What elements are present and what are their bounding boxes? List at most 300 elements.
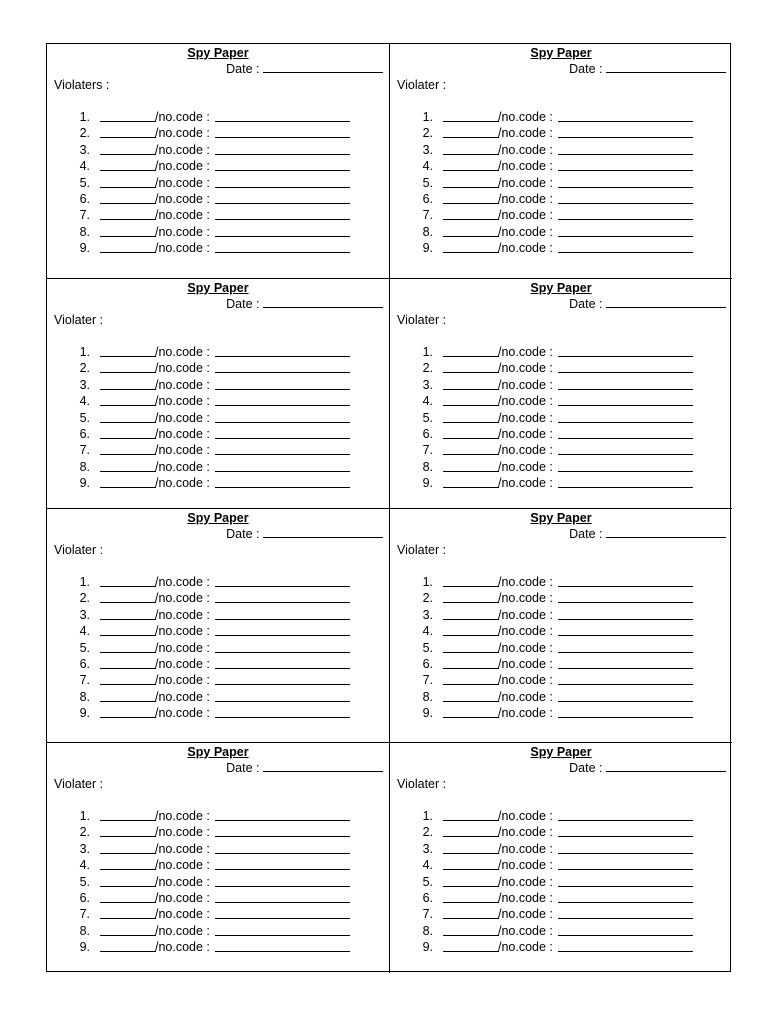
- spy-paper-card: [390, 509, 732, 743]
- code-blank-line: [558, 176, 693, 188]
- code-label: /no.code :: [498, 624, 553, 639]
- code-blank-line: [558, 706, 693, 718]
- spy-paper-card: [390, 279, 732, 509]
- date-field: [226, 760, 383, 776]
- code-label: /no.code :: [498, 459, 553, 474]
- code-blank-line: [558, 940, 693, 952]
- code-label: /no.code :: [155, 126, 210, 141]
- card-title: Spy Paper: [530, 511, 592, 525]
- code-label: /no.code :: [155, 191, 210, 206]
- card-title: Spy Paper: [530, 281, 592, 295]
- code-label: /no.code :: [155, 923, 210, 938]
- entry-number: 5.: [422, 175, 433, 190]
- name-blank-line: [100, 443, 156, 455]
- name-blank-line: [443, 476, 499, 488]
- code-blank-line: [558, 624, 693, 636]
- code-blank-line: [558, 608, 693, 620]
- code-blank-line: [215, 176, 350, 188]
- entry-number: 2.: [79, 361, 90, 376]
- code-blank-line: [215, 673, 350, 685]
- entry-number: 4.: [79, 394, 90, 409]
- code-label: /no.code :: [155, 575, 210, 589]
- name-blank-line: [100, 411, 156, 423]
- name-blank-line: [100, 825, 156, 837]
- entry-number: 8.: [79, 224, 90, 239]
- spy-paper-card: [390, 743, 732, 973]
- code-blank-line: [558, 394, 693, 406]
- name-blank-line: [443, 842, 499, 854]
- entry-number: 4.: [422, 624, 433, 639]
- code-blank-line: [215, 143, 350, 155]
- name-blank-line: [100, 427, 156, 439]
- entry-number: 7.: [422, 208, 433, 223]
- name-blank-line: [443, 624, 499, 636]
- name-blank-line: [100, 608, 156, 620]
- code-blank-line: [558, 591, 693, 603]
- entry-number: 6.: [422, 890, 433, 905]
- code-blank-line: [558, 110, 693, 122]
- entry-number: 6.: [422, 426, 433, 441]
- code-label: /no.code :: [498, 825, 553, 840]
- name-blank-line: [100, 940, 156, 952]
- code-blank-line: [558, 411, 693, 423]
- entry-number: 3.: [79, 377, 90, 392]
- spy-paper-card: [47, 743, 390, 973]
- entry-number: 1.: [79, 575, 90, 589]
- name-blank-line: [443, 891, 499, 903]
- entry-number: 3.: [422, 607, 433, 622]
- entry-number: 8.: [422, 224, 433, 239]
- entry-number: 5.: [79, 410, 90, 425]
- code-label: /no.code :: [155, 607, 210, 622]
- code-blank-line: [558, 126, 693, 138]
- code-label: /no.code :: [155, 874, 210, 889]
- name-blank-line: [100, 126, 156, 138]
- name-blank-line: [100, 241, 156, 253]
- code-label: /no.code :: [155, 410, 210, 425]
- name-blank-line: [100, 673, 156, 685]
- code-label: /no.code :: [155, 426, 210, 441]
- entry-number: 4.: [422, 394, 433, 409]
- code-label: /no.code :: [155, 159, 210, 174]
- code-label: /no.code :: [498, 361, 553, 376]
- entry-number: 6.: [79, 191, 90, 206]
- code-blank-line: [215, 809, 350, 821]
- entry-number: 7.: [422, 673, 433, 688]
- name-blank-line: [100, 657, 156, 669]
- entry-number: 6.: [422, 191, 433, 206]
- code-label: /no.code :: [498, 191, 553, 206]
- code-label: /no.code :: [498, 208, 553, 223]
- card-title: Spy Paper: [530, 46, 592, 60]
- date-field: [226, 61, 383, 77]
- code-blank-line: [215, 706, 350, 718]
- name-blank-line: [443, 858, 499, 870]
- code-blank-line: [558, 443, 693, 455]
- name-blank-line: [443, 345, 499, 357]
- entry-number: 8.: [422, 689, 433, 704]
- code-blank-line: [215, 159, 350, 171]
- code-blank-line: [215, 192, 350, 204]
- code-label: /no.code :: [155, 890, 210, 905]
- code-label: /no.code :: [155, 377, 210, 392]
- code-label: /no.code :: [155, 825, 210, 840]
- date-blank-line: [263, 61, 383, 73]
- entry-number: 5.: [422, 874, 433, 889]
- code-label: /no.code :: [498, 142, 553, 157]
- card-title: Spy Paper: [187, 745, 249, 759]
- name-blank-line: [100, 345, 156, 357]
- entry-number: 3.: [79, 841, 90, 856]
- code-blank-line: [215, 907, 350, 919]
- entry-number: 1.: [422, 575, 433, 589]
- code-label: /no.code :: [155, 175, 210, 190]
- entry-number: 2.: [422, 825, 433, 840]
- entry-number: 9.: [79, 241, 90, 256]
- date-label: Date :: [226, 527, 260, 541]
- code-label: /no.code :: [498, 241, 553, 256]
- date-label: Date :: [569, 527, 603, 541]
- code-blank-line: [215, 361, 350, 373]
- code-blank-line: [558, 159, 693, 171]
- entry-number: 8.: [422, 459, 433, 474]
- name-blank-line: [443, 657, 499, 669]
- name-blank-line: [443, 159, 499, 171]
- code-blank-line: [215, 624, 350, 636]
- code-label: /no.code :: [155, 591, 210, 606]
- code-blank-line: [215, 241, 350, 253]
- code-label: /no.code :: [498, 607, 553, 622]
- code-blank-line: [215, 891, 350, 903]
- code-blank-line: [558, 657, 693, 669]
- name-blank-line: [100, 159, 156, 171]
- name-blank-line: [100, 858, 156, 870]
- code-blank-line: [215, 345, 350, 357]
- code-label: /no.code :: [498, 159, 553, 174]
- violater-label: Violaters :: [54, 78, 110, 92]
- card-title: Spy Paper: [530, 745, 592, 759]
- entry-number: 5.: [79, 874, 90, 889]
- date-label: Date :: [569, 761, 603, 775]
- entry-number: 5.: [79, 640, 90, 655]
- entry-number: 4.: [79, 858, 90, 873]
- date-label: Date :: [569, 62, 603, 76]
- date-field: [226, 296, 383, 312]
- name-blank-line: [443, 126, 499, 138]
- code-blank-line: [558, 476, 693, 488]
- name-blank-line: [443, 690, 499, 702]
- entry-number: 1.: [422, 110, 433, 124]
- entry-number: 9.: [79, 476, 90, 491]
- code-label: /no.code :: [155, 640, 210, 655]
- code-blank-line: [215, 126, 350, 138]
- entry-number: 3.: [79, 142, 90, 157]
- entry-number: 2.: [422, 591, 433, 606]
- code-label: /no.code :: [155, 656, 210, 671]
- name-blank-line: [443, 924, 499, 936]
- date-blank-line: [606, 526, 726, 538]
- name-blank-line: [443, 225, 499, 237]
- name-blank-line: [100, 378, 156, 390]
- name-blank-line: [100, 394, 156, 406]
- code-label: /no.code :: [155, 809, 210, 823]
- entry-number: 6.: [422, 656, 433, 671]
- entry-number: 3.: [422, 142, 433, 157]
- date-blank-line: [263, 760, 383, 772]
- code-label: /no.code :: [498, 673, 553, 688]
- code-label: /no.code :: [498, 394, 553, 409]
- name-blank-line: [100, 706, 156, 718]
- entry-number: 1.: [79, 345, 90, 359]
- name-blank-line: [100, 460, 156, 472]
- name-blank-line: [100, 624, 156, 636]
- code-label: /no.code :: [498, 175, 553, 190]
- name-blank-line: [443, 443, 499, 455]
- date-blank-line: [263, 296, 383, 308]
- name-blank-line: [100, 476, 156, 488]
- code-label: /no.code :: [155, 394, 210, 409]
- name-blank-line: [443, 809, 499, 821]
- entry-number: 2.: [79, 591, 90, 606]
- name-blank-line: [443, 673, 499, 685]
- date-label: Date :: [226, 761, 260, 775]
- entry-number: 1.: [422, 345, 433, 359]
- entry-number: 2.: [79, 825, 90, 840]
- code-blank-line: [215, 842, 350, 854]
- date-blank-line: [606, 760, 726, 772]
- date-blank-line: [606, 296, 726, 308]
- name-blank-line: [443, 875, 499, 887]
- entry-number: 4.: [79, 159, 90, 174]
- name-blank-line: [100, 924, 156, 936]
- name-blank-line: [100, 690, 156, 702]
- spy-paper-card: [47, 509, 390, 743]
- name-blank-line: [443, 940, 499, 952]
- code-blank-line: [558, 825, 693, 837]
- code-label: /no.code :: [155, 443, 210, 458]
- name-blank-line: [443, 176, 499, 188]
- code-label: /no.code :: [155, 476, 210, 491]
- entry-number: 7.: [79, 907, 90, 922]
- code-blank-line: [558, 225, 693, 237]
- entry-number: 9.: [422, 706, 433, 721]
- entry-number: 5.: [422, 640, 433, 655]
- code-blank-line: [558, 673, 693, 685]
- date-field: [226, 526, 383, 542]
- code-label: /no.code :: [155, 706, 210, 721]
- date-blank-line: [606, 61, 726, 73]
- code-blank-line: [215, 940, 350, 952]
- date-field: [569, 760, 726, 776]
- name-blank-line: [443, 608, 499, 620]
- entry-number: 4.: [422, 858, 433, 873]
- card-title: Spy Paper: [187, 281, 249, 295]
- name-blank-line: [443, 192, 499, 204]
- code-label: /no.code :: [498, 890, 553, 905]
- name-blank-line: [443, 411, 499, 423]
- code-label: /no.code :: [498, 858, 553, 873]
- code-blank-line: [215, 608, 350, 620]
- code-label: /no.code :: [498, 907, 553, 922]
- code-blank-line: [215, 460, 350, 472]
- code-label: /no.code :: [498, 126, 553, 141]
- name-blank-line: [100, 208, 156, 220]
- code-label: /no.code :: [498, 224, 553, 239]
- entry-number: 9.: [422, 940, 433, 955]
- code-label: /no.code :: [498, 874, 553, 889]
- entry-number: 6.: [79, 656, 90, 671]
- code-blank-line: [215, 825, 350, 837]
- entry-number: 4.: [422, 159, 433, 174]
- code-label: /no.code :: [155, 940, 210, 955]
- name-blank-line: [100, 361, 156, 373]
- code-blank-line: [215, 924, 350, 936]
- code-blank-line: [558, 690, 693, 702]
- spy-paper-card: [47, 279, 390, 509]
- code-blank-line: [215, 443, 350, 455]
- entry-number: 7.: [422, 443, 433, 458]
- code-label: /no.code :: [498, 575, 553, 589]
- entry-number: 3.: [422, 841, 433, 856]
- code-label: /no.code :: [155, 841, 210, 856]
- entry-number: 7.: [79, 673, 90, 688]
- spy-paper-sheet: [46, 43, 731, 972]
- name-blank-line: [100, 907, 156, 919]
- code-label: /no.code :: [498, 410, 553, 425]
- code-blank-line: [215, 575, 350, 587]
- name-blank-line: [100, 809, 156, 821]
- code-blank-line: [558, 241, 693, 253]
- code-blank-line: [215, 208, 350, 220]
- code-label: /no.code :: [155, 361, 210, 376]
- code-label: /no.code :: [498, 345, 553, 359]
- code-label: /no.code :: [155, 345, 210, 359]
- code-blank-line: [215, 476, 350, 488]
- name-blank-line: [443, 825, 499, 837]
- violater-label: Violater :: [397, 543, 447, 557]
- date-label: Date :: [569, 297, 603, 311]
- code-blank-line: [215, 875, 350, 887]
- code-label: /no.code :: [155, 673, 210, 688]
- code-label: /no.code :: [498, 923, 553, 938]
- name-blank-line: [100, 192, 156, 204]
- entry-number: 3.: [79, 607, 90, 622]
- violater-label: Violater :: [397, 313, 447, 327]
- code-blank-line: [558, 427, 693, 439]
- violater-label: Violater :: [54, 313, 104, 327]
- code-label: /no.code :: [498, 110, 553, 124]
- card-title: Spy Paper: [187, 511, 249, 525]
- entry-number: 5.: [79, 175, 90, 190]
- code-label: /no.code :: [155, 858, 210, 873]
- code-label: /no.code :: [498, 377, 553, 392]
- name-blank-line: [443, 143, 499, 155]
- entry-number: 9.: [422, 241, 433, 256]
- violater-label: Violater :: [397, 78, 447, 92]
- name-blank-line: [100, 641, 156, 653]
- code-blank-line: [558, 208, 693, 220]
- entry-number: 3.: [422, 377, 433, 392]
- code-blank-line: [215, 657, 350, 669]
- name-blank-line: [100, 891, 156, 903]
- code-blank-line: [558, 575, 693, 587]
- entry-number: 4.: [79, 624, 90, 639]
- code-blank-line: [215, 394, 350, 406]
- code-blank-line: [215, 641, 350, 653]
- code-blank-line: [215, 411, 350, 423]
- code-label: /no.code :: [155, 241, 210, 256]
- code-label: /no.code :: [155, 142, 210, 157]
- code-blank-line: [558, 875, 693, 887]
- entry-number: 1.: [79, 809, 90, 823]
- name-blank-line: [100, 842, 156, 854]
- name-blank-line: [443, 907, 499, 919]
- code-label: /no.code :: [155, 208, 210, 223]
- name-blank-line: [100, 176, 156, 188]
- entry-number: 6.: [79, 890, 90, 905]
- name-blank-line: [100, 225, 156, 237]
- name-blank-line: [443, 110, 499, 122]
- code-label: /no.code :: [155, 689, 210, 704]
- entry-number: 8.: [79, 689, 90, 704]
- entry-number: 2.: [422, 126, 433, 141]
- entry-number: 5.: [422, 410, 433, 425]
- spy-paper-card: [390, 44, 732, 279]
- name-blank-line: [443, 706, 499, 718]
- code-blank-line: [558, 192, 693, 204]
- entry-number: 9.: [79, 940, 90, 955]
- violater-label: Violater :: [54, 777, 104, 791]
- name-blank-line: [443, 641, 499, 653]
- code-blank-line: [215, 858, 350, 870]
- entry-number: 8.: [79, 459, 90, 474]
- date-field: [569, 526, 726, 542]
- code-label: /no.code :: [155, 224, 210, 239]
- name-blank-line: [100, 875, 156, 887]
- code-blank-line: [558, 345, 693, 357]
- code-blank-line: [215, 378, 350, 390]
- date-field: [569, 61, 726, 77]
- code-label: /no.code :: [498, 591, 553, 606]
- violater-label: Violater :: [397, 777, 447, 791]
- date-field: [569, 296, 726, 312]
- code-label: /no.code :: [498, 640, 553, 655]
- name-blank-line: [100, 110, 156, 122]
- date-label: Date :: [226, 297, 260, 311]
- date-blank-line: [263, 526, 383, 538]
- code-blank-line: [558, 361, 693, 373]
- code-label: /no.code :: [498, 689, 553, 704]
- code-label: /no.code :: [498, 706, 553, 721]
- name-blank-line: [100, 591, 156, 603]
- name-blank-line: [100, 143, 156, 155]
- name-blank-line: [443, 208, 499, 220]
- entry-number: 7.: [422, 907, 433, 922]
- name-blank-line: [443, 591, 499, 603]
- name-blank-line: [443, 427, 499, 439]
- code-blank-line: [558, 858, 693, 870]
- code-label: /no.code :: [155, 907, 210, 922]
- code-label: /no.code :: [155, 459, 210, 474]
- name-blank-line: [443, 575, 499, 587]
- code-blank-line: [215, 110, 350, 122]
- code-blank-line: [215, 690, 350, 702]
- entry-number: 9.: [79, 706, 90, 721]
- code-blank-line: [558, 641, 693, 653]
- code-label: /no.code :: [498, 476, 553, 491]
- entry-number: 2.: [79, 126, 90, 141]
- code-blank-line: [558, 460, 693, 472]
